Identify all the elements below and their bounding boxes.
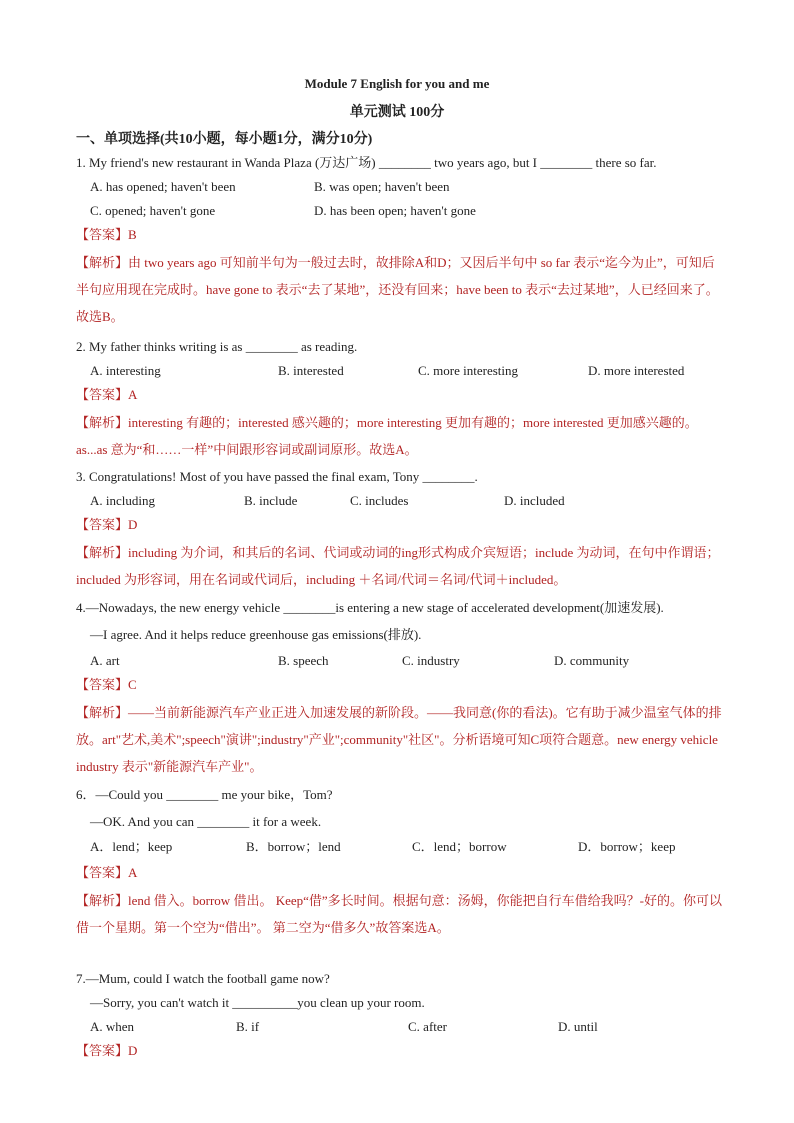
section-heading: 一、单项选择(共10小题，每小题1分，满分10分): [76, 132, 373, 147]
answer-value: A: [128, 387, 138, 402]
option-b: B. speech: [278, 653, 329, 668]
option-b: B. if: [236, 1019, 260, 1034]
option-d: D. until: [558, 1019, 598, 1034]
answer-line: [76, 513, 726, 537]
answer-tag: 【答案】: [76, 1043, 129, 1058]
explain-tag: 【解析】: [76, 893, 129, 908]
option-c: C. more interesting: [418, 363, 519, 378]
question-3: [76, 465, 726, 593]
answer-value: C: [128, 677, 137, 692]
explain-tag: 【解析】: [76, 415, 129, 430]
options-row: [90, 199, 726, 223]
question-reply: —OK. And you can ________ it for a week.: [90, 814, 322, 829]
option-a: A. art: [90, 653, 120, 668]
explanation: [76, 249, 726, 330]
options-row: [90, 835, 726, 859]
answer-line: [76, 861, 726, 885]
explanation: [76, 699, 726, 780]
answer-line: [76, 673, 726, 697]
question-stem: 1. My friend's new restaurant in Wanda Plaza (万达广场) ________ two years ago, but I ________ there so far.: [76, 155, 657, 170]
explain-tag: 【解析】: [76, 705, 129, 720]
explanation-text: interesting 有趣的；interested 感兴趣的；more interesting 更加有趣的；more interested 更加感兴趣的。as...as 意为“和……一样”中间跟形容词或副词原形。故选A。: [76, 415, 698, 457]
question-7: [76, 967, 726, 1063]
options-row: [90, 649, 726, 673]
question-reply: —Sorry, you can't watch it __________you clean up your room.: [90, 995, 425, 1010]
explanation-text: 由 two years ago 可知前半句为一般过去时，故排除A和D；又因后半句中 so far 表示“迄今为止”，可知后半句应用现在完成时。have gone to 表示“去了某地”，还没有回来；have been to 表示“去过某地”，人已经回来了。故选B。: [76, 255, 719, 324]
explanation: [76, 539, 726, 593]
option-d: D．borrow；keep: [578, 839, 676, 854]
option-c: C. industry: [402, 653, 460, 668]
option-b: B. include: [244, 493, 298, 508]
answer-line: [76, 383, 726, 407]
answer-value: A: [128, 865, 138, 880]
options-row: [90, 489, 726, 513]
option-a: A．lend；keep: [90, 839, 173, 854]
answer-value: B: [128, 227, 137, 242]
question-stem: 3. Congratulations! Most of you have passed the final exam, Tony ________.: [76, 469, 478, 484]
explanation: [76, 887, 726, 941]
question-stem: 2. My father thinks writing is as ________ as reading.: [76, 339, 358, 354]
answer-value: D: [128, 517, 138, 532]
explanation-text: including 为介词，和其后的名词、代词或动词的ing形式构成介宾短语；include 为动词，在句中作谓语；included 为形容词，用在名词或代词后，including ＋名词/代词＝名词/代词＋included。: [76, 545, 720, 587]
option-a: A. including: [90, 493, 155, 508]
question-stem: 4.—Nowadays, the new energy vehicle ________is entering a new stage of accelerated development(加速发展).: [76, 600, 664, 615]
question-stem: 6．—Could you ________ me your bike，Tom?: [76, 787, 333, 802]
question-1: [76, 151, 726, 330]
explain-tag: 【解析】: [76, 545, 129, 560]
options-row: [90, 1015, 726, 1039]
explanation-text: lend 借入。borrow 借出。 Keep“借”多长时间。根据句意：汤姆，你能把自行车借给我吗？-好的。你可以借一个星期。第一个空为“借出”。 第二空为“借多久”故答案选A。: [76, 893, 722, 935]
question-2: [76, 335, 726, 463]
option-a: A. has opened; haven't been: [90, 179, 236, 194]
option-c: C. includes: [350, 493, 409, 508]
answer-tag: 【答案】: [76, 865, 129, 880]
document-title: Module 7 English for you and me: [304, 76, 490, 91]
option-c: C. after: [408, 1019, 447, 1034]
options-row: [90, 359, 726, 383]
answer-tag: 【答案】: [76, 387, 129, 402]
explain-tag: 【解析】: [76, 255, 129, 270]
question-reply: —I agree. And it helps reduce greenhouse gas emissions(排放).: [90, 627, 422, 642]
option-d: D. more interested: [588, 363, 685, 378]
answer-line: [76, 1039, 726, 1063]
explanation: [76, 409, 726, 463]
option-c: C. opened; haven't gone: [90, 203, 216, 218]
answer-line: [76, 223, 726, 247]
question-stem: 7.—Mum, could I watch the football game now?: [76, 971, 330, 986]
option-a: A. interesting: [90, 363, 161, 378]
option-b: B. was open; haven't been: [314, 179, 450, 194]
option-d: D. community: [554, 653, 630, 668]
option-b: B．borrow；lend: [246, 839, 341, 854]
answer-value: D: [128, 1043, 138, 1058]
option-d: D. has been open; haven't gone: [314, 203, 476, 218]
option-a: A. when: [90, 1019, 135, 1034]
document-subtitle: 单元测试 100分: [349, 105, 445, 120]
answer-tag: 【答案】: [76, 227, 129, 242]
option-c: C．lend；borrow: [412, 839, 507, 854]
question-4: [76, 596, 726, 780]
option-d: D. included: [504, 493, 565, 508]
options-row: [90, 175, 726, 199]
answer-tag: 【答案】: [76, 677, 129, 692]
option-b: B. interested: [278, 363, 344, 378]
question-6: [76, 783, 726, 941]
answer-tag: 【答案】: [76, 517, 129, 532]
explanation-text: ——当前新能源汽车产业正进入加速发展的新阶段。——我同意(你的看法)。它有助于减少温室气体的排放。art"艺术,美术";speech"演讲";industry"产业";community"社区"。分析语境可知C项符合题意。new energy vehicle industry 表示"新能源汽车产业"。: [76, 705, 722, 774]
